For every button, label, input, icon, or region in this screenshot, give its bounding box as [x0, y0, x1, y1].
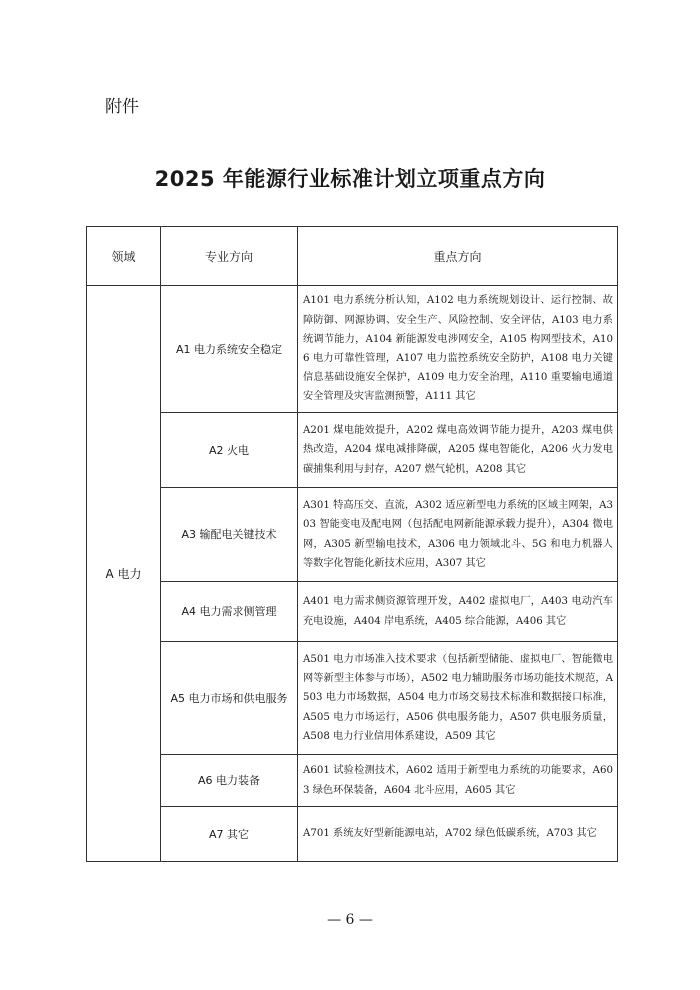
direction-cell: A1 电力系统安全稳定	[161, 286, 298, 413]
direction-cell: A2 火电	[161, 413, 298, 488]
table-row	[87, 807, 618, 862]
table-header-row	[87, 227, 618, 286]
table-row	[87, 582, 618, 642]
key-direction-cell: A301 特高压交、直流，A302 适应新型电力系统的区域主网架，A303 智能变电及配电网（包括配电网新能源承载力提升），A304 微电网，A305 新型输电技术，A306 电力领域北斗、5G 和电力机器人等数字化智能化新技术应用，A307 其它	[298, 488, 618, 582]
direction-cell: A4 电力需求侧管理	[161, 582, 298, 642]
table-row	[87, 642, 618, 755]
key-direction-cell: A101 电力系统分析认知，A102 电力系统规划设计、运行控制、故障防御、网源协调、安全生产、风险控制、安全评估，A103 电力系统调节能力，A104 新能源发电涉网安全，A105 构网型技术，A106 电力可靠性管理，A107 电力监控系统安全防护，A108 电力关键信息基础设施安全保护，A109 电力安全治理，A110 重要输电通道安全管理及灾害监测预警，A111 其它	[298, 286, 618, 413]
table-row	[87, 286, 618, 413]
page-number: — 6 —	[327, 912, 373, 928]
table-row	[87, 755, 618, 807]
key-direction-cell: A601 试验检测技术，A602 适用于新型电力系统的功能要求，A603 绿色环保装备，A604 北斗应用，A605 其它	[298, 755, 618, 807]
field-cell: A 电力	[87, 286, 161, 862]
header-key-direction: 重点方向	[298, 227, 618, 286]
header-field: 领域	[87, 227, 161, 286]
key-direction-cell: A401 电力需求侧资源管理开发，A402 虚拟电厂，A403 电动汽车充电设施，A404 岸电系统，A405 综合能源，A406 其它	[298, 582, 618, 642]
direction-cell: A7 其它	[161, 807, 298, 862]
table-row	[87, 413, 618, 488]
direction-cell: A6 电力装备	[161, 755, 298, 807]
header-direction: 专业方向	[161, 227, 298, 286]
direction-cell: A5 电力市场和供电服务	[161, 642, 298, 755]
standards-table	[86, 226, 618, 862]
key-direction-cell: A201 煤电能效提升，A202 煤电高效调节能力提升，A203 煤电供热改造，A204 煤电减排降碳，A205 煤电智能化，A206 火力发电碳捕集利用与封存，A207 燃气轮机，A208 其它	[298, 413, 618, 488]
key-direction-cell: A501 电力市场准入技术要求（包括新型储能、虚拟电厂、智能微电网等新型主体参与市场），A502 电力辅助服务市场功能技术规范，A503 电力市场数据，A504 电力市场交易技术标准和数据接口标准，A505 电力市场运行，A506 供电服务能力，A507 供电服务质量，A508 电力行业信用体系建设，A509 其它	[298, 642, 618, 755]
direction-cell: A3 输配电关键技术	[161, 488, 298, 582]
attachment-label: 附件	[105, 97, 139, 117]
document-title: 2025 年能源行业标准计划立项重点方向	[154, 167, 546, 191]
key-direction-cell: A701 系统友好型新能源电站，A702 绿色低碳系统，A703 其它	[298, 807, 618, 862]
table-row	[87, 488, 618, 582]
